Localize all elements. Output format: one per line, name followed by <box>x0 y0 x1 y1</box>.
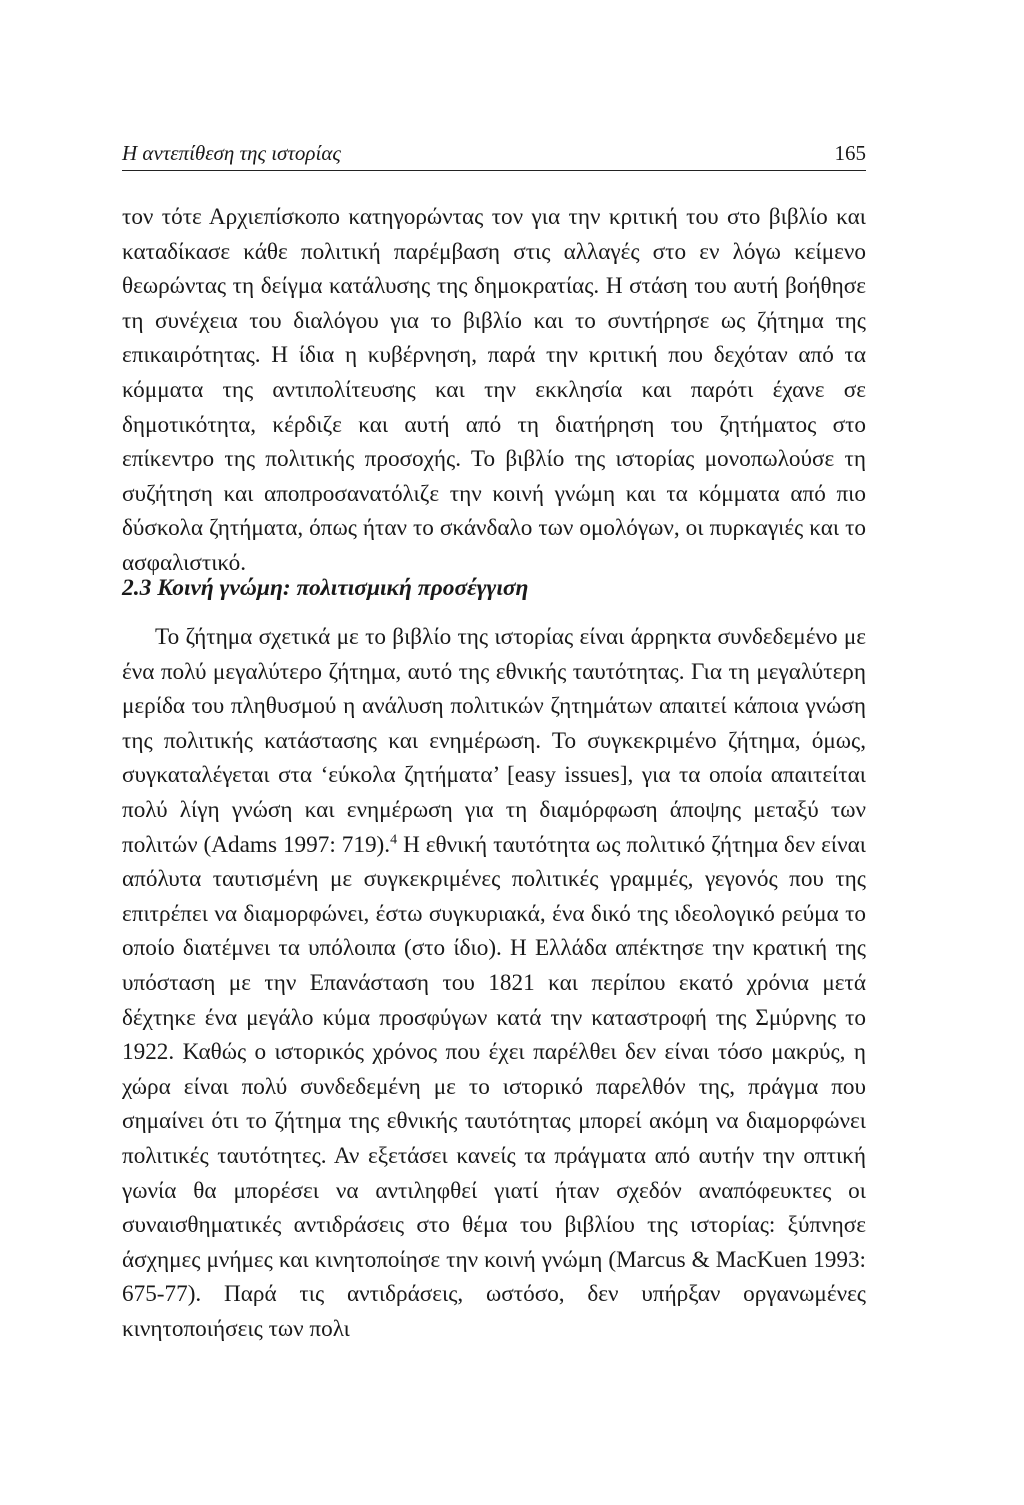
paragraph-text <box>122 620 866 1346</box>
paragraph-continuation <box>122 200 866 581</box>
text-before-footnote: Το ζήτημα σχετικά με το βιβλίο της ιστορίας είναι άρρηκτα συνδεδεμένο με ένα πολύ μεγαλύτερο ζήτημα, αυτό της εθνικής ταυτότητας. Για τη μεγαλύτερη μερίδα του πληθυσμού η ανάλυση πολιτικών ζητημάτων απαιτεί κάποια γνώση της πολιτικής κατάστασης και ενημέρωση. Το συγκεκριμένο ζήτημα, όμως, συγκαταλέγεται στα ‘εύκολα ζητήματα’ [easy issues], για τα οποία απαιτείται πολύ λίγη γνώση και ενημέρωση για τη διαμόρφωση άποψης μεταξύ των πολιτών (Adams 1997: 719). <box>122 624 866 858</box>
text-after-footnote: Η εθνική ταυτότητα ως πολιτικό ζήτημα δεν είναι απόλυτα ταυτισμένη με συγκεκριμένες πολιτικές γραμμές, γεγονός που της επιτρέπει να διαμορφώνει, έστω συγκυριακά, ένα δικό της ιδεολογικό ρεύμα το οποίο διατέμνει τα υπόλοιπα (στο ίδιο). Η Ελλάδα απέκτησε την κρατική της υπόσταση με την Επανάσταση του 1821 και περίπου εκατό χρόνια μετά δέχτηκε ένα μεγάλο κύμα προσφύγων κατά την καταστροφή της Σμύρνης το 1922. Καθώς ο ιστορικός χρόνος που έχει παρέλθει δεν είναι τόσο μακρύς, η χώρα είναι πολύ συνδεδεμένη με το ιστορικό παρελθόν της, πράγμα που σημαίνει ότι το ζήτημα της εθνικής ταυτότητας μπορεί ακόμη να διαμορφώνει πολιτικές ταυτότητες. Αν εξετάσει κανείς τα πράγματα από αυτήν την οπτική γωνία θα μπορέσει να αντιληφθεί γιατί ήταν σχεδόν αναπόφευκτες οι συναισθηματικές αντιδράσεις στο θέμα του βιβλίου της ιστορίας: ξύπνησε άσχημες μνήμες και κινητοποίησε την κοινή γνώμη (Marcus & MacKuen 1993: 675-77). Παρά τις αντιδράσεις, ωστόσο, δεν υπήρξαν οργανωμένες κινητοποιήσεις των πολι <box>122 831 867 1342</box>
page-number: 165 <box>834 141 866 165</box>
book-page <box>122 0 866 1505</box>
running-head <box>122 135 866 171</box>
footnote-marker[interactable]: 4 <box>390 831 398 847</box>
paragraph-text: τον τότε Αρχιεπίσκοπο κατηγορώντας τον για την κριτική του στο βιβλίο και καταδίκασε κάθε πολιτική παρέμβαση στις αλλαγές στο εν λόγω κείμενο θεωρώντας τη δείγμα κατάλυσης της δημοκρατίας. Η στάση του αυτή βοήθησε τη συνέχεια του διαλόγου για το βιβλίο και το συντήρησε ως ζήτημα της επικαιρότητας. Η ίδια η κυβέρνηση, παρά την κριτική που δεχόταν από τα κόμματα της αντιπολίτευσης και την εκκλησία και παρότι έχανε σε δημοτικότητα, κέρδιζε και αυτή από τη διατήρηση του ζητήματος στο επίκεντρο της πολιτικής προσοχής. Το βιβλίο της ιστορίας μονοπωλούσε τη συζήτηση και αποπροσανατόλιζε την κοινή γνώμη και τα κόμματα από πιο δύσκολα ζητήματα, όπως ήταν το σκάνδαλο των ομολόγων, οι πυρκαγιές και το ασφαλιστικό. <box>122 204 866 576</box>
running-title: Η αντεπίθεση της ιστορίας <box>122 141 341 165</box>
paragraph-section-2-3 <box>122 620 866 1346</box>
section-heading: 2.3 Κοινή γνώμη: πολιτισμική προσέγγιση <box>122 575 529 601</box>
